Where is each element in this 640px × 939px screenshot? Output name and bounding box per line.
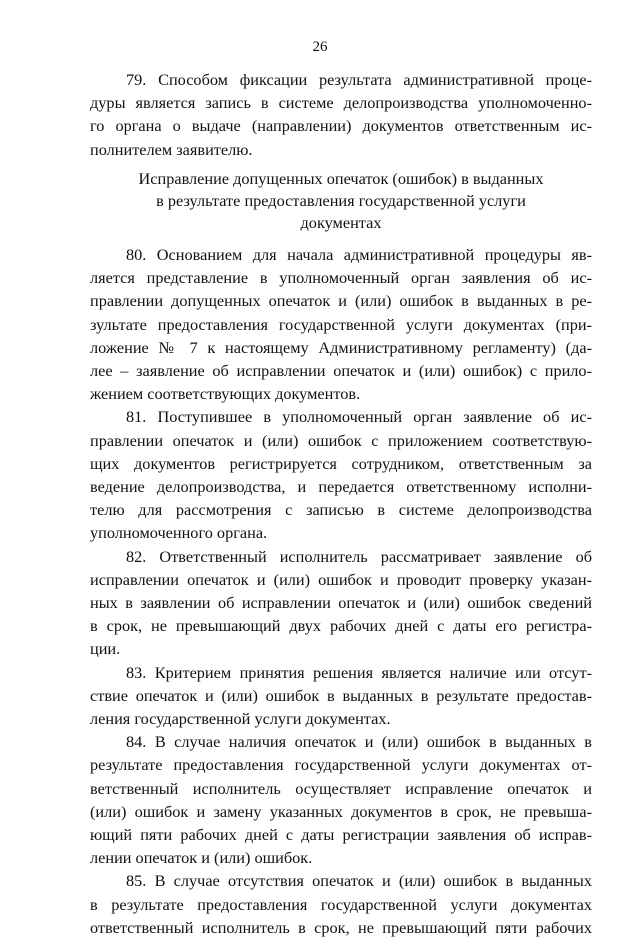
paragraph-line: полнителем заявителю.: [90, 139, 253, 159]
paragraph: [90, 545, 592, 661]
section-heading: [90, 168, 592, 234]
paragraph-line: ляется представление в уполномоченный орган заявления об ис-: [90, 268, 592, 288]
paragraph-line: щих документов регистрируется сотрудником, ответственным за: [90, 453, 592, 473]
paragraph-line: 80. Основанием для начала административной процедуры яв-: [126, 245, 592, 264]
paragraph-line: уполномоченного органа.: [90, 523, 268, 543]
paragraph-79: [90, 68, 592, 161]
paragraph: [90, 661, 592, 731]
paragraph-line: 79. Способом фиксации результата административной проце-: [126, 70, 592, 89]
paragraph-line: дуры является запись в системе делопроизводства уполномоченно-: [90, 93, 592, 113]
heading-line: в результате предоставления государственной услуги: [156, 191, 526, 210]
paragraph: [90, 730, 592, 869]
paragraph: [90, 405, 592, 544]
paragraph-line: 81. Поступившее в уполномоченный орган заявление об ис-: [126, 407, 592, 427]
page-number: 26: [312, 39, 328, 55]
paragraph-line: 83. Критерием принятия решения является наличие или отсут-: [126, 662, 592, 682]
paragraph-line: ления государственной услуги документах.: [90, 709, 391, 729]
paragraph-line: ложение № 7 к настоящему Административному регламенту) (да-: [90, 337, 592, 357]
paragraph-line: ведение делопроизводства, и передается ответственному исполни-: [90, 477, 592, 497]
paragraph-line: правлении допущенных опечаток и (или) ошибок в выданных в ре-: [90, 291, 592, 311]
paragraph-line: лее – заявление об исправлении опечаток и (или) ошибок) с прило-: [90, 361, 592, 381]
paragraph-line: в срок, не превышающий двух рабочих дней с даты его регистра-: [90, 616, 592, 636]
paragraph-line: ствие опечаток и (или) ошибок в выданных в результате предостав-: [90, 685, 592, 705]
heading-line: документах: [300, 213, 382, 232]
paragraph-line: исправлении опечаток и (или) ошибок и проводит проверку указан-: [90, 569, 592, 589]
paragraph-line: ции.: [90, 639, 121, 659]
paragraph-line: ющий пяти рабочих дней с даты регистрации заявления об исправ-: [90, 825, 592, 845]
paragraph-line: 84. В случае наличия опечаток и (или) ошибок в выданных в: [126, 732, 592, 752]
paragraph-line: лении опечаток и (или) ошибок.: [90, 848, 313, 868]
paragraph-line: го органа о выдаче (направлении) документов ответственным ис-: [90, 116, 592, 136]
paragraph-line: телю для рассмотрения с записью в системе делопроизводства: [90, 500, 592, 520]
paragraph-line: 82. Ответственный исполнитель рассматривает заявление об: [126, 546, 592, 566]
paragraph-line: правлении опечаток и (или) ошибок с приложением соответствую-: [90, 430, 592, 450]
paragraph-line: ответственный исполнитель в срок, не превышающий пяти рабочих: [90, 917, 592, 937]
heading-line: Исправление допущенных опечаток (ошибок) в выданных: [138, 169, 544, 188]
paragraph-line: (или) ошибок и замену указанных документов в срок, не превыша-: [90, 801, 592, 821]
paragraph-line: зультате предоставления государственной услуги документах (при-: [90, 314, 592, 334]
paragraph-line: ветственный исполнитель осуществляет исправление опечаток и: [90, 778, 592, 798]
paragraph-line: в результате предоставления государственной услуги документах: [90, 894, 592, 914]
paragraph-line: жением соответствующих документов.: [90, 384, 361, 404]
paragraph: [90, 243, 592, 405]
paragraph-line: ных в заявлении об исправлении опечаток и (или) ошибок сведений: [90, 593, 592, 613]
paragraph-line: результате предоставления государственной услуги документах от-: [90, 755, 592, 775]
main-text: [90, 243, 592, 939]
paragraph-line: 85. В случае отсутствия опечаток и (или) ошибок в выданных: [126, 871, 592, 891]
paragraph: [90, 869, 592, 939]
